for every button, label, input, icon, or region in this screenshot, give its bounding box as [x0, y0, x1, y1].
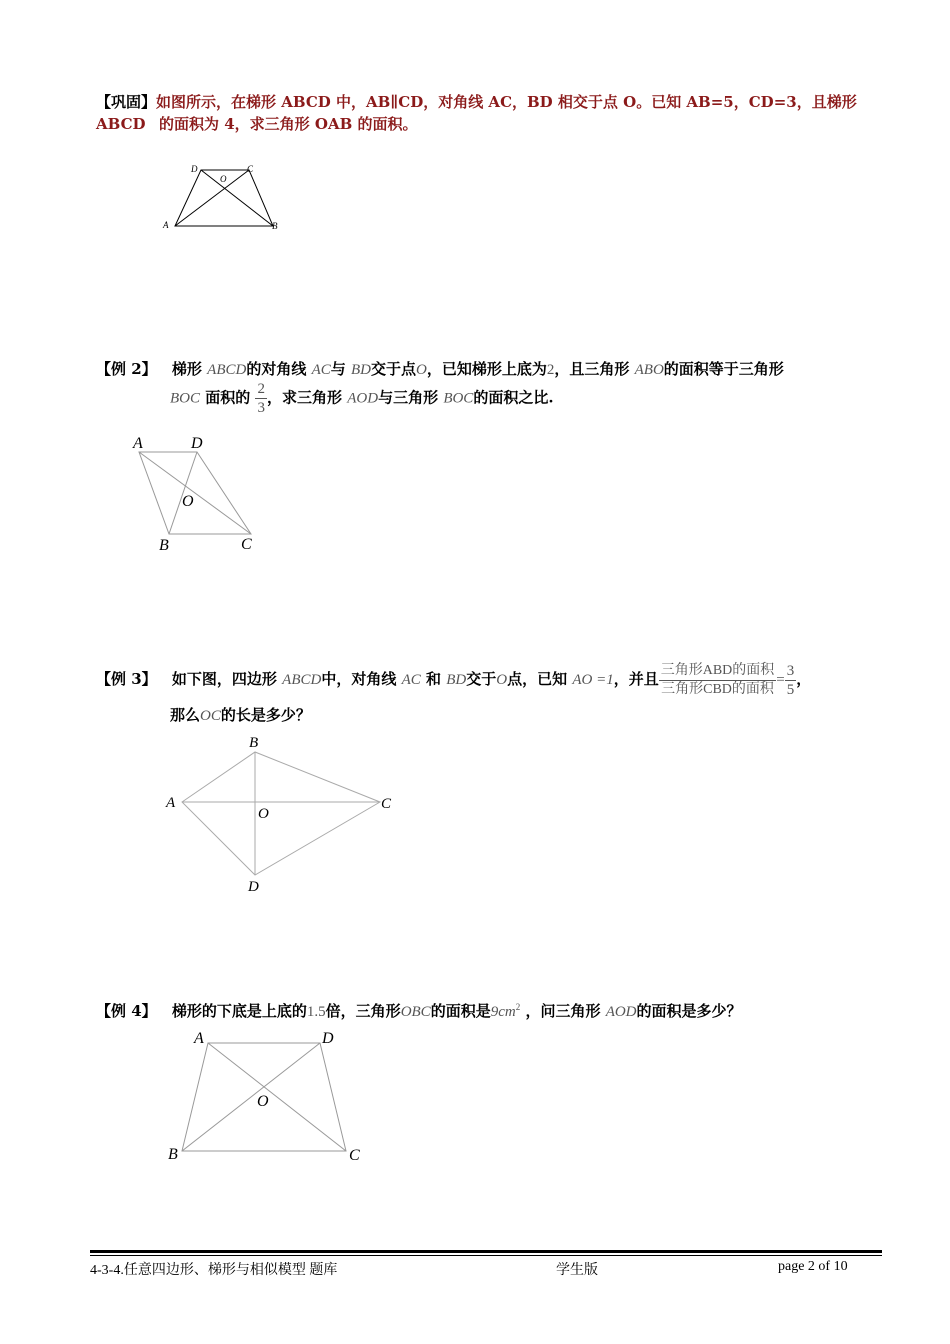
- diagonal-bd: [182, 1043, 320, 1151]
- figure-4-trapezoid: [160, 1025, 370, 1170]
- label-b: B: [272, 221, 278, 231]
- label-a: A: [194, 1030, 204, 1047]
- label-b: B: [249, 735, 259, 751]
- label-b: B: [159, 537, 169, 554]
- label-a: A: [166, 795, 176, 811]
- label-o: O: [182, 493, 194, 510]
- footer-center: 学生版: [556, 1263, 598, 1278]
- label-c: C: [381, 796, 392, 812]
- problem-2-line2: BOC 面积的 $\frac{2}{3}$ ，求三角形 AOD与三角形 BOC的面积之比.: [170, 381, 554, 416]
- problem-3-tag: 【例 3】: [96, 670, 157, 688]
- label-d: D: [191, 435, 203, 452]
- quadrilateral-outline: [182, 752, 380, 875]
- figure-3-quadrilateral: [160, 730, 400, 900]
- figure-2-trapezoid: [125, 430, 270, 555]
- label-d: D: [248, 879, 259, 895]
- problem-1-line2: 的面积为 4，求三角形 OAB 的面积。: [159, 115, 418, 133]
- label-c: C: [349, 1147, 360, 1164]
- footer-page-number: page 2 of 10: [778, 1259, 848, 1274]
- diagonal-ac: [208, 1043, 346, 1151]
- problem-1-line1: 如图所示，在梯形 ABCD 中，AB∥CD，对角线 AC，BD 相交于点 O。已知 AB=5，CD=3，且梯形 ABCD: [96, 93, 857, 133]
- problem-1-tag: 【巩固】: [96, 93, 157, 111]
- fraction-2-3: $\frac{2}{3}$: [257, 381, 265, 416]
- footer-rule-thin: [90, 1255, 882, 1256]
- footer-rule-thick: [90, 1250, 882, 1253]
- label-d: D: [322, 1030, 334, 1047]
- fraction-area-ratio: $\frac{\text{三角形ABD的面积}}{\text{三角形CBD的面积}}$: [660, 662, 775, 697]
- label-a: A: [133, 435, 143, 452]
- label-o: O: [220, 174, 227, 184]
- problem-4-tag: 【例 4】: [96, 1002, 157, 1020]
- label-a: A: [163, 220, 169, 230]
- problem-4-line1: 【例 4】 梯形的下底是上底的1.5倍，三角形OBC的面积是$9cm^2$ ，问三角形 AOD的面积是多少？: [96, 1002, 742, 1020]
- problem-2-tag: 【例 2】: [96, 360, 157, 378]
- label-o: O: [257, 1093, 269, 1110]
- figure-1-trapezoid: [155, 160, 290, 240]
- label-b: B: [168, 1146, 178, 1163]
- fraction-3-5: $\frac{3}{5}$: [786, 662, 795, 698]
- diagonal-ac: [139, 452, 251, 534]
- problem-3-line1: 【例 3】 如下图，四边形 ABCD中，对角线 AC 和 BD交于O点，已知 AO =1，并且 $\frac{\text{三角形ABD的面积}}{\text{三角形CBD的面积}}$ = $\frac{3}{5}$ ，: [96, 662, 812, 698]
- label-o: O: [258, 806, 269, 822]
- label-c: C: [247, 164, 254, 174]
- footer-left: 4-3-4.任意四边形、梯形与相似模型 题库: [90, 1263, 338, 1278]
- problem-3-line2: 那么OC的长是多少？: [170, 706, 311, 724]
- problem-2-line1: 【例 2】 梯形 ABCD的对角线 AC与 BD交于点O，已知梯形上底为2，且三角形 ABO的面积等于三角形: [96, 360, 784, 378]
- label-d: D: [191, 164, 198, 174]
- label-c: C: [241, 536, 252, 553]
